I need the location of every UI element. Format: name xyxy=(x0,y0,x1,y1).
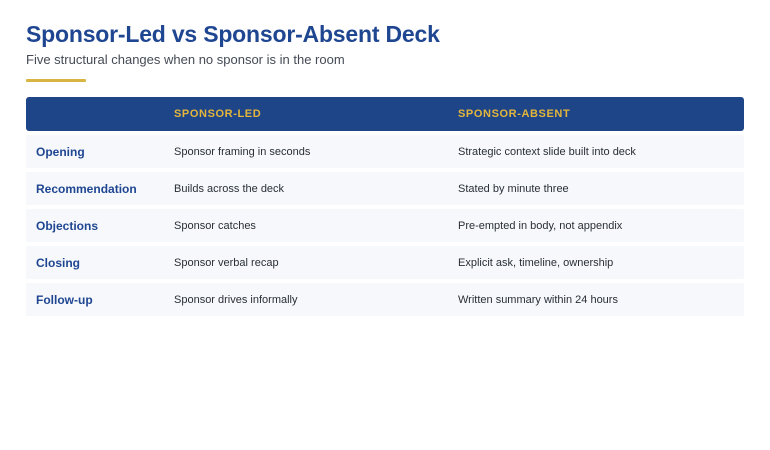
column-header-sponsor-led: SPONSOR-LED xyxy=(174,108,262,120)
page-title: Sponsor-Led vs Sponsor-Absent Deck xyxy=(26,21,440,47)
row-label: Closing xyxy=(36,255,80,270)
cell-sponsor-absent: Strategic context slide built into deck xyxy=(458,145,636,158)
table-row xyxy=(26,246,744,279)
row-label: Recommendation xyxy=(36,181,137,196)
table-row xyxy=(26,172,744,205)
cell-sponsor-absent: Pre-empted in body, not appendix xyxy=(458,219,623,232)
accent-divider xyxy=(26,79,86,82)
page-subtitle: Five structural changes when no sponsor is in the room xyxy=(26,52,345,67)
row-label: Objections xyxy=(36,218,99,233)
cell-sponsor-led: Builds across the deck xyxy=(174,182,285,195)
cell-sponsor-absent: Explicit ask, timeline, ownership xyxy=(458,256,614,269)
cell-sponsor-led: Sponsor framing in seconds xyxy=(174,145,311,158)
cell-sponsor-led: Sponsor catches xyxy=(174,219,256,232)
cell-sponsor-led: Sponsor drives informally xyxy=(174,293,298,306)
cell-sponsor-led: Sponsor verbal recap xyxy=(174,256,279,269)
row-label: Follow-up xyxy=(36,292,93,307)
cell-sponsor-absent: Stated by minute three xyxy=(458,182,569,195)
table-row xyxy=(26,209,744,242)
cell-sponsor-absent: Written summary within 24 hours xyxy=(458,293,618,306)
table-row xyxy=(26,135,744,168)
row-label: Opening xyxy=(36,144,85,159)
comparison-table xyxy=(26,97,744,316)
table-row xyxy=(26,283,744,316)
table-header xyxy=(26,97,744,131)
column-header-sponsor-absent: SPONSOR-ABSENT xyxy=(458,108,571,120)
